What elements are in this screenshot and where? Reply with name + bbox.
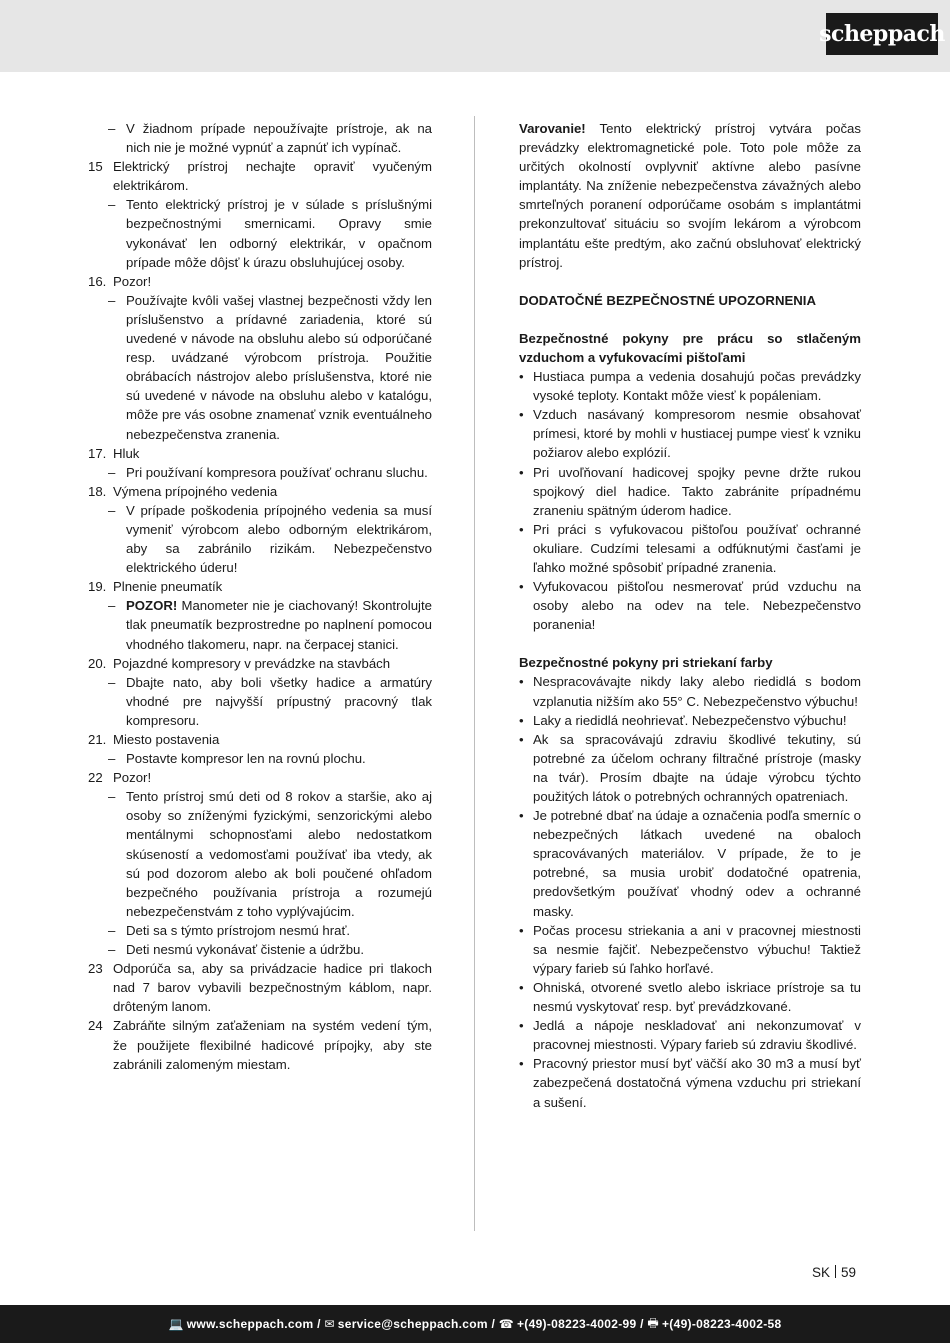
footer-bar: [0, 1305, 950, 1343]
dash-item: [88, 596, 432, 653]
column-divider: [474, 116, 475, 1231]
numbered-item: [88, 654, 432, 673]
bullet-item: [519, 577, 861, 634]
numbered-item: [88, 768, 432, 787]
bullet-item: [519, 806, 861, 921]
bullet-item: [519, 1054, 861, 1111]
item-text: Tento prístroj smú deti od 8 rokov a staršie, ako aj osoby so zníženými fyzickými, senzorickými alebo mentálnymi schopnosťami alebo nedostatkom skúseností a vedomosťami používať iba vtedy, ak sú pod dozorom alebo ak boli poučené ohľadom bezpečného používania prístroja a rozumejú nebezpečenstvám z toho vyplývajúcim.: [126, 789, 432, 919]
bullet-item: [519, 730, 861, 806]
item-text: V žiadnom prípade nepoužívajte prístroje, ak na nich nie je možné vypnúť a zapnúť ich vypínač.: [126, 121, 432, 156]
item-number: 17.: [88, 445, 107, 461]
item-number: 16.: [88, 273, 107, 289]
item-text: Výmena prípojného vedenia: [113, 483, 278, 499]
item-text: Tento elektrický prístroj je v súlade s príslušnými bezpečnostnými smernicami. Opravy smie vykonávať len odborný elektrikár, v opačnom prípade môže dôjsť k úrazu obsluhujúcej osoby.: [126, 197, 432, 270]
item-number: 19.: [88, 579, 107, 595]
dash-item: [88, 119, 432, 157]
bullet-item: [519, 463, 861, 520]
bullet-item: [519, 405, 861, 462]
bullet-marker: •: [519, 407, 524, 423]
bullet-item: [519, 921, 861, 978]
footer-fax: +(49)-08223-4002-58: [662, 1317, 782, 1331]
item-number: 23: [88, 961, 103, 977]
item-text: Vzduch nasávaný kompresorom nesmie obsahovať prímesi, ktoré by mohli v hustiacej pumpe viesť k vzniku požiarov alebo explózií.: [533, 407, 861, 461]
numbered-item: [88, 482, 432, 501]
item-text: V prípade poškodenia prípojného vedenia sa musí vymeniť výrobcom alebo odborným elektrikárom, aby sa zabránilo rizikám. Nebezpečenstvo elektrického úderu!: [126, 502, 432, 576]
numbered-item: [88, 1016, 432, 1073]
dash-item: [88, 749, 432, 768]
left-column: [88, 119, 432, 1074]
numbered-item: [88, 444, 432, 463]
bullet-marker: •: [519, 579, 524, 595]
item-text: Laky a riedidlá neohrievať. Nebezpečenstvo výbuchu!: [533, 712, 847, 728]
item-text: Deti sa s týmto prístrojom nesmú hrať.: [126, 922, 351, 938]
item-text: Deti nesmú vykonávať čistenie a údržbu.: [126, 942, 365, 958]
item-number: 20.: [88, 655, 107, 671]
computer-icon: 💻: [168, 1317, 184, 1331]
item-text: Pri používaní kompresora používať ochranu sluchu.: [126, 464, 428, 480]
bullet-marker: •: [519, 1056, 524, 1072]
dash-marker: –: [108, 197, 116, 213]
header-bar: [0, 0, 950, 72]
bullet-marker: •: [519, 674, 524, 690]
item-text: Pri uvoľňovaní hadicovej spojky pevne držte rukou spojkový diel hadice. Takto zabránite prípadnému zraneniu spätným úderom hadice.: [533, 464, 861, 518]
item-text: Manometer nie je ciachovaný! Skontrolujte tlak pneumatík bezprostredne po naplnení pomocou vhodného tlakomeru, napr. na čerpacej stanici.: [126, 598, 432, 652]
dash-marker: –: [108, 598, 116, 614]
bullet-item: [519, 711, 861, 730]
dash-item: [88, 921, 432, 940]
footer-phone: +(49)-08223-4002-99 /: [517, 1317, 644, 1331]
subsection-heading: Bezpečnostné pokyny pre prácu so stlačeným vzduchom a vyfukovacími pištoľami: [519, 330, 861, 365]
bullet-marker: •: [519, 712, 524, 728]
dash-marker: –: [108, 502, 116, 518]
item-text: Vyfukovacou pištoľou nesmerovať prúd vzduchu na osoby alebo na odev na tele. Nebezpečenstvo poranenia!: [533, 579, 861, 633]
item-text: Používajte kvôli vašej vlastnej bezpečnosti vždy len príslušenstvo a prídavné zariadenia, ktoré sú uvedené v návode na obsluhu alebo sú odporúčané resp. uvádzané výrobcom prístroja. Použitie obrábacích nástrojov alebo príslušenstva, ktoré nie sú uvedené v návode na obsluhu alebo v katalógu, môže pre vás osobne znamenať vznik eventuálneho nebezpečenstva zranenia.: [126, 292, 432, 442]
item-text: Zabráňte silným zaťaženiam na systém vedení tým, že použijete flexibilné hadicové prípojky, aby ste zabránili zalomeným miestam.: [113, 1018, 432, 1072]
numbered-item: [88, 157, 432, 195]
page-number: [812, 1265, 856, 1280]
numbered-item: [88, 272, 432, 291]
language-code: SK: [812, 1265, 831, 1280]
item-number: 15: [88, 159, 103, 175]
dash-item: [88, 501, 432, 577]
dash-marker: –: [108, 464, 116, 480]
dash-item: [88, 463, 432, 482]
item-text: Plnenie pneumatík: [113, 579, 223, 595]
bullet-marker: •: [519, 521, 524, 537]
item-number: 22: [88, 770, 103, 786]
bullet-marker: •: [519, 731, 524, 747]
item-text: Pozor!: [113, 273, 152, 289]
dash-marker: –: [108, 942, 116, 958]
item-text: Elektrický prístroj nechajte opraviť vyučeným elektrikárom.: [113, 159, 432, 194]
dash-item: [88, 291, 432, 444]
item-text: Hustiaca pumpa a vedenia dosahujú počas prevádzky vysoké teploty. Kontakt môže viesť k popáleniam.: [533, 369, 861, 404]
item-number: 24: [88, 1018, 103, 1034]
bullet-item: [519, 672, 861, 710]
bullet-marker: •: [519, 464, 524, 480]
phone-icon: ☎: [498, 1317, 514, 1331]
item-text: Ohniská, otvorené svetlo alebo iskriace prístroje sa tu nesmú vyskytovať resp. byť prevádzkované.: [533, 979, 861, 1015]
bullet-item: [519, 367, 861, 405]
item-text: Miesto postavenia: [113, 732, 220, 747]
footer-email[interactable]: service@scheppach.com /: [337, 1317, 496, 1331]
warning-label: Varovanie!: [519, 121, 586, 136]
item-text: Hluk: [113, 445, 140, 461]
bullet-item: [519, 520, 861, 577]
dash-item: [88, 195, 432, 271]
dash-item: [88, 940, 432, 959]
paragraph-text: Tento elektrický prístroj vytvára počas prevádzky elektromagnetické pole. Toto pole môže za určitých okolností ovplyvniť aktívne alebo pasívne implantáty. Na zníženie nebezpečenstva závažných alebo smrteľných poranení odporúčame osobám s implantátmi prekonzultovať situáciu so svojím lekárom a výrobcom implantátu ešte predtým, ako začnú obsluhovať elektrický prístroj.: [519, 121, 861, 270]
bullet-marker: •: [519, 922, 524, 938]
right-column: [519, 119, 861, 1112]
dash-marker: –: [108, 789, 116, 805]
dash-marker: –: [108, 292, 116, 308]
bullet-marker: •: [519, 1018, 524, 1034]
item-text: Pojazdné kompresory v prevádzke na stavbách: [113, 655, 391, 671]
dash-item: [88, 787, 432, 921]
item-text: Nespracovávajte nikdy laky alebo riedidlá s bodom vzplanutia nižším ako 55° C. Nebezpečenstvo výbuchu!: [533, 674, 861, 709]
item-text: Je potrebné dbať na údaje a označenia podľa smerníc o nebezpečných látkach uvedené na obaloch spracovávaných materiálov. V prípade, že to je potrebné, sa musia urobiť dodatočné opatrenia, predovšetkým používať vhodný odev a ochranné masky.: [533, 808, 861, 919]
numbered-item: [88, 959, 432, 1016]
subsection-heading: Bezpečnostné pokyny pri striekaní farby: [519, 655, 773, 671]
item-text: Dbajte nato, aby boli všetky hadice a armatúry vhodné pre najvyšší prípustný pracovný tlak kompresoru.: [126, 674, 432, 728]
item-text: Pri práci s vyfukovacou pištoľou používať ochranné okuliare. Cudzími telesami a odfúknutými časťami je ľahko možné spôsobiť prípadné zranenia.: [533, 521, 861, 575]
dash-marker: –: [108, 751, 116, 767]
mail-icon: ✉: [324, 1317, 335, 1331]
item-text: Odporúča sa, aby sa privádzacie hadice pri tlakoch nad 7 barov vybavili bezpečnostným káblom, napr. drôteným lanom.: [113, 961, 432, 1015]
page-number-separator: [835, 1265, 836, 1278]
item-number: 21.: [88, 732, 107, 747]
section-heading: DODATOČNÉ BEZPEČNOSTNÉ UPOZORNENIA: [519, 292, 816, 308]
numbered-item: [88, 577, 432, 596]
dash-marker: –: [108, 922, 116, 938]
dash-item: [88, 673, 432, 730]
bullet-marker: •: [519, 808, 524, 824]
item-text: Pozor!: [113, 770, 152, 786]
warning-paragraph: [519, 119, 861, 272]
item-text: Postavte kompresor len na rovnú plochu.: [126, 751, 366, 767]
item-number: 18.: [88, 483, 107, 499]
item-text: Ak sa spracovávajú zdraviu škodlivé tekutiny, sú potrebné za účelom ochrany filtračné prístroje (masky na tvár). Prosím dbajte na údaje výrobcu týchto použitých látok o potrebných ochranných opatreniach.: [533, 731, 861, 804]
dash-marker: –: [108, 121, 116, 136]
numbered-item: [88, 730, 432, 749]
bullet-item: [519, 1016, 861, 1054]
bullet-marker: •: [519, 369, 524, 385]
bullet-item: [519, 978, 861, 1016]
item-text: Jedlá a nápoje neskladovať ani nekonzumovať v pracovnej miestnosti. Výpary farieb sú zdraviu škodlivé.: [533, 1018, 861, 1053]
bullet-marker: •: [519, 979, 524, 995]
item-text: Pracovný priestor musí byť väčší ako 30 m3 a musí byť zabezpečená dostatočná výmena vzduchu pri striekaní a sušení.: [533, 1056, 861, 1110]
fax-icon: 🖶: [647, 1315, 659, 1330]
item-bold-text: POZOR!: [126, 598, 178, 614]
footer-website[interactable]: www.scheppach.com /: [186, 1317, 321, 1331]
item-text: Počas procesu striekania a ani v pracovnej miestnosti sa nesmie fajčiť. Nebezpečenstvo výbuchu! Taktiež výpary farieb sú ľahko horľavé.: [533, 922, 861, 976]
scheppach-logo[interactable]: scheppach: [826, 13, 938, 55]
dash-marker: –: [108, 674, 116, 690]
page-number-value: 59: [841, 1265, 857, 1280]
